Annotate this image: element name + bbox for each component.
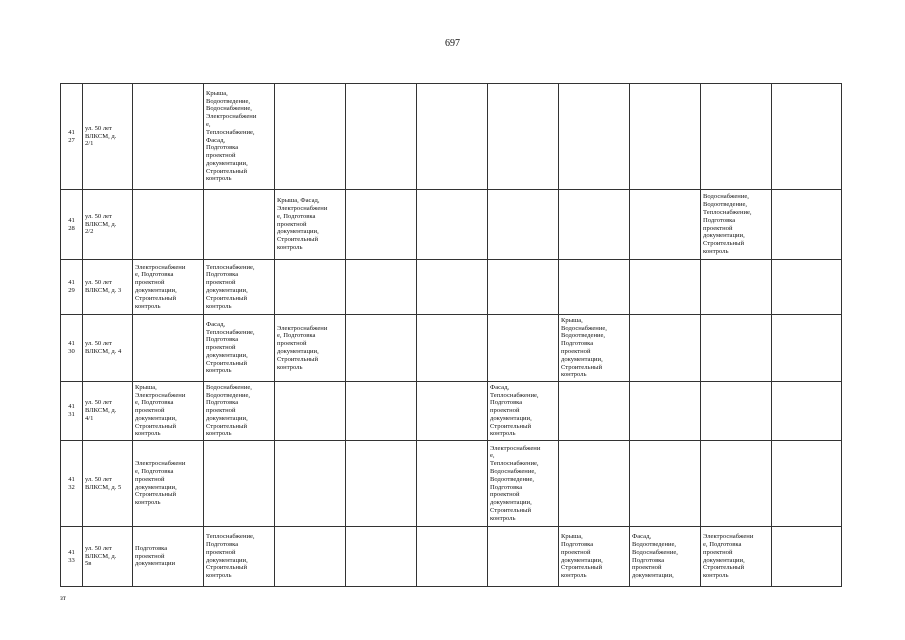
- row-number-cell-text: 41 30: [68, 340, 75, 355]
- work-cell: [772, 190, 842, 260]
- work-cell: [417, 382, 488, 441]
- work-cell: [630, 382, 701, 441]
- work-cell: [701, 260, 772, 315]
- work-cell: [701, 382, 772, 441]
- work-cell-text: Крыша, Подготовка проектной документации, Строительный контроль: [561, 533, 603, 580]
- table-row: [61, 260, 842, 315]
- work-cell: [275, 260, 346, 315]
- row-number-cell: [61, 441, 83, 527]
- work-cell: [204, 382, 275, 441]
- work-cell: [275, 315, 346, 382]
- work-cell-text: Электроснабжени е, Теплоснабжение, Водоснабжение, Водоотведение, Подготовка проектной документации, Строительный контроль: [490, 444, 541, 522]
- table-row: [61, 441, 842, 527]
- work-cell-text: Крыша, Фасад, Электроснабжени е, Подготовка проектной документации, Строительный контроль: [277, 197, 328, 251]
- row-number-cell-text: 41 28: [68, 216, 75, 232]
- row-number-cell: [61, 84, 83, 190]
- address-cell-text: ул. 50 лет ВЛКСМ, д. 4/1: [85, 399, 117, 422]
- address-cell-text: ул. 50 лет ВЛКСМ, д. 5: [85, 475, 122, 491]
- work-cell: [559, 260, 630, 315]
- address-cell-text: ул. 50 лет ВЛКСМ, д. 4: [85, 340, 122, 355]
- work-cell: [488, 84, 559, 190]
- work-cell: [559, 382, 630, 441]
- row-number-cell-text: 41 29: [68, 279, 75, 294]
- work-cell: [772, 260, 842, 315]
- work-cell: [417, 260, 488, 315]
- address-cell-text: ул. 50 лет ВЛКСМ, д. 3: [85, 279, 122, 294]
- work-cell: [275, 84, 346, 190]
- row-number-cell: [61, 527, 83, 587]
- work-cell-text: Фасад, Теплоснабжение, Подготовка проектной документации, Строительный контроль: [490, 383, 539, 438]
- work-cell: [133, 382, 204, 441]
- row-number-cell: [61, 382, 83, 441]
- work-cell-text: Подготовка проектной документации: [135, 544, 176, 568]
- table-row: [61, 382, 842, 441]
- work-cell: [701, 190, 772, 260]
- work-cell-text: Электроснабжени е, Подготовка проектной документации, Строительный контроль: [277, 324, 328, 371]
- work-cell: [204, 527, 275, 587]
- work-cell: [346, 190, 417, 260]
- work-cell: [417, 441, 488, 527]
- work-cell: [346, 260, 417, 315]
- page-number: 697: [445, 38, 460, 49]
- work-cell: [275, 527, 346, 587]
- work-cell-text: Теплоснабжение, Подготовка проектной документации, Строительный контроль: [206, 533, 255, 580]
- work-cell: [275, 441, 346, 527]
- row-number-cell-text: 41 31: [68, 403, 75, 418]
- work-cell: [559, 315, 630, 382]
- work-cell: [346, 382, 417, 441]
- work-cell: [630, 527, 701, 587]
- work-cell: [630, 315, 701, 382]
- work-cell-text: Теплоснабжение, Подготовка проектной документации, Строительный контроль: [206, 263, 255, 310]
- work-cell: [417, 190, 488, 260]
- work-cell: [417, 84, 488, 190]
- work-cell: [346, 527, 417, 587]
- footer-mark: зт: [60, 594, 66, 602]
- work-cell: [204, 190, 275, 260]
- address-cell-text: ул. 50 лет ВЛКСМ, д. 2/2: [85, 212, 117, 236]
- address-cell: [83, 527, 133, 587]
- work-cell-text: Электроснабжени е, Подготовка проектной документации, Строительный контроль: [135, 263, 186, 310]
- work-cell: [630, 441, 701, 527]
- work-cell: [275, 382, 346, 441]
- work-cell: [772, 315, 842, 382]
- address-cell: [83, 84, 133, 190]
- work-cell: [701, 527, 772, 587]
- address-cell: [83, 315, 133, 382]
- work-cell-text: Крыша, Электроснабжени е, Подготовка проектной документации, Строительный контроль: [135, 383, 186, 438]
- table-row: [61, 527, 842, 587]
- work-cell: [275, 190, 346, 260]
- work-cell: [772, 527, 842, 587]
- work-cell: [417, 315, 488, 382]
- address-cell: [83, 441, 133, 527]
- work-cell: [701, 441, 772, 527]
- work-cell: [559, 441, 630, 527]
- table-row: [61, 315, 842, 382]
- work-cell: [488, 441, 559, 527]
- table-row: [61, 190, 842, 260]
- address-cell: [83, 382, 133, 441]
- work-cell: [346, 315, 417, 382]
- work-cell: [204, 84, 275, 190]
- row-number-cell-text: 41 33: [68, 548, 75, 564]
- work-cell: [630, 260, 701, 315]
- work-cell: [559, 84, 630, 190]
- row-number-cell: [61, 190, 83, 260]
- work-cell: [204, 315, 275, 382]
- address-cell-text: ул. 50 лет ВЛКСМ, д. 5в: [85, 544, 117, 568]
- work-cell: [133, 84, 204, 190]
- work-cell: [488, 190, 559, 260]
- work-cell: [701, 315, 772, 382]
- work-cell-text: Электроснабжени е, Подготовка проектной документации, Строительный контроль: [135, 460, 186, 507]
- address-cell: [83, 190, 133, 260]
- work-cell: [133, 315, 204, 382]
- table-row: [61, 84, 842, 190]
- work-cell-text: Водоснабжение, Водоотведение, Подготовка проектной документации, Строительный контроль: [206, 383, 252, 438]
- address-cell-text: ул. 50 лет ВЛКСМ, д. 2/1: [85, 124, 117, 148]
- work-cell: [204, 260, 275, 315]
- work-cell: [630, 190, 701, 260]
- work-cell: [133, 441, 204, 527]
- work-cell: [772, 382, 842, 441]
- work-cell-text: Фасад, Теплоснабжение, Подготовка проектной документации, Строительный контроль: [206, 320, 255, 375]
- work-cell: [772, 441, 842, 527]
- work-cell: [701, 84, 772, 190]
- row-number-cell: [61, 260, 83, 315]
- work-cell: [133, 190, 204, 260]
- work-cell: [488, 260, 559, 315]
- work-cell: [133, 527, 204, 587]
- work-cell-text: Крыша, Водоотведение, Водоснабжение, Электроснабжени е, Теплоснабжение, Фасад, Подготовка проектной документации, Строительный контроль: [206, 89, 257, 183]
- work-cell: [346, 441, 417, 527]
- work-cell: [204, 441, 275, 527]
- work-cell: [630, 84, 701, 190]
- address-cell: [83, 260, 133, 315]
- work-cell: [488, 382, 559, 441]
- row-number-cell: [61, 315, 83, 382]
- work-cell: [133, 260, 204, 315]
- work-cell: [559, 527, 630, 587]
- work-cell: [488, 527, 559, 587]
- work-cell: [772, 84, 842, 190]
- work-cell-text: Крыша, Водоснабжение, Водоотведение, Подготовка проектной документации, Строительный контроль: [561, 316, 607, 379]
- works-table: [60, 83, 842, 587]
- work-cell: [488, 315, 559, 382]
- work-cell-text: Электроснабжени е, Подготовка проектной документации, Строительный контроль: [703, 533, 754, 580]
- work-cell: [417, 527, 488, 587]
- work-cell-text: Фасад, Водоотведение, Водоснабжение, Подготовка проектной документации,: [632, 533, 678, 580]
- work-cell: [559, 190, 630, 260]
- work-cell-text: Водоснабжение, Водоотведение, Теплоснабжение, Подготовка проектной документации, Строительный контроль: [703, 193, 752, 255]
- table-body: [61, 84, 842, 587]
- row-number-cell-text: 41 27: [68, 128, 75, 144]
- row-number-cell-text: 41 32: [68, 475, 75, 491]
- work-cell: [346, 84, 417, 190]
